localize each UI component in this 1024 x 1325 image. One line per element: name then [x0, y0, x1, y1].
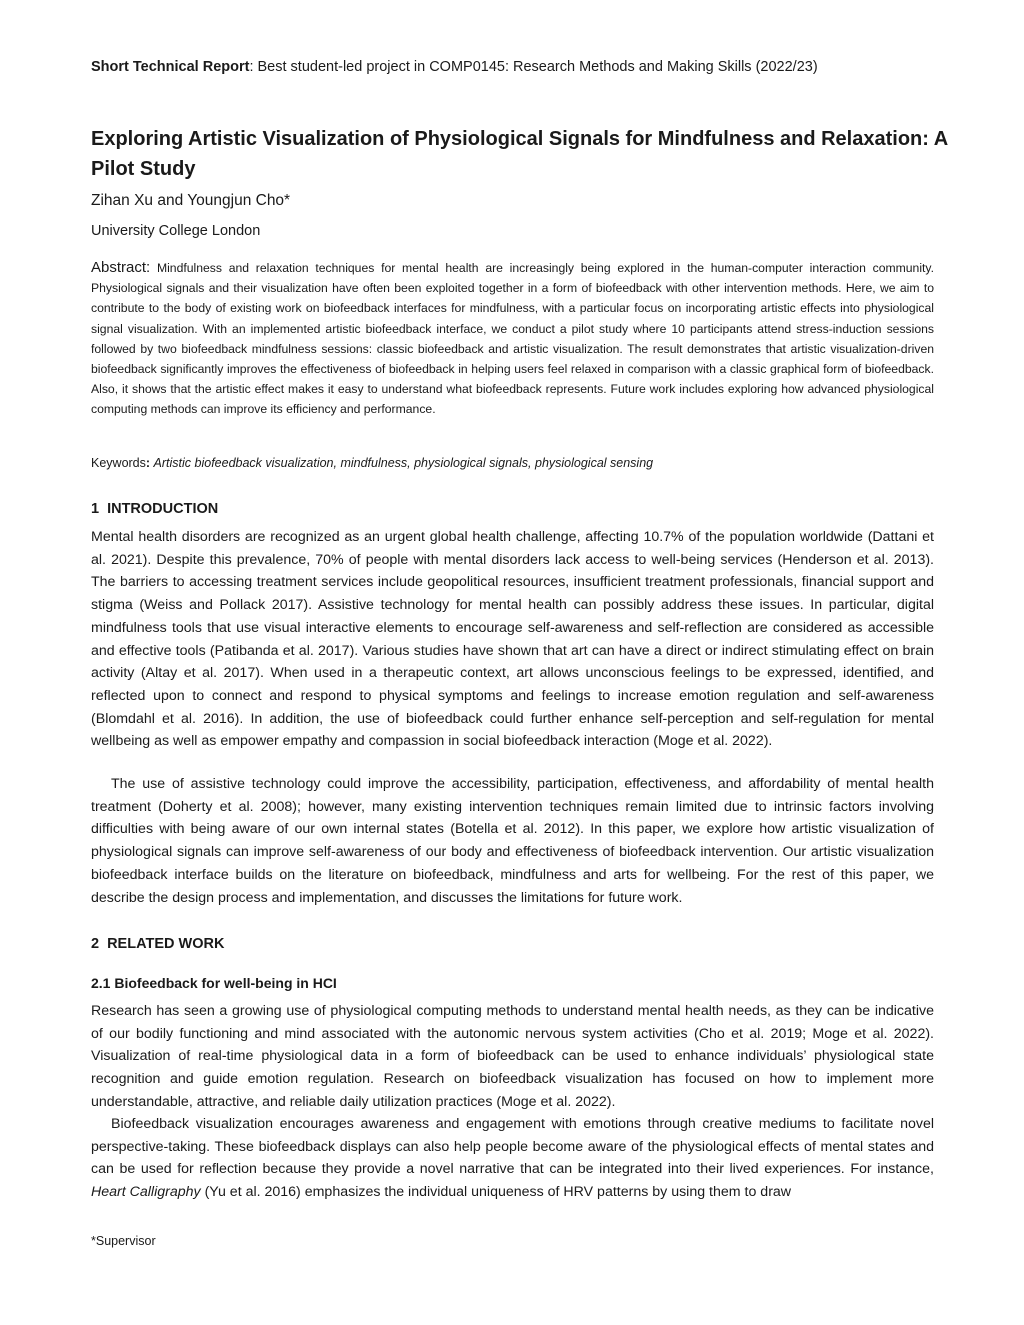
- intro-paragraph-2: The use of assistive technology could improve the accessibility, participation, effectiveness, and affordability of mental health treatment (Doherty et al. 2008); however, many existing intervention techniques remain limited due to intrinsic factors involving difficulties with being aware of our own internal states (Botella et al. 2012). In this paper, we explore how artistic visualization of physiological signals can improve self-awareness of our body and effectiveness of biofeedback intervention. Our artistic visualization biofeedback interface builds on the literature on biofeedback, mindfulness and arts for wellbeing. For the rest of this paper, we describe the design process and implementation, and discusses the limitations for future work.: [91, 776, 934, 906]
- section-heading-introduction: [91, 501, 218, 517]
- section-number: 2: [91, 936, 100, 952]
- related-work-paragraph-2-text: Biofeedback visualization encourages awareness and engagement with emotions through creative mediums to facilitate novel perspective-taking. These biofeedback displays can also help people become aware of the physiological effects of mental states and can be used for reflection because they provide a novel narrative that can be integrated into their lived experiences. For instance,: [91, 1116, 934, 1178]
- authors: Zihan Xu and Youngjun Cho*: [91, 192, 291, 209]
- section-heading-related-work: [91, 936, 224, 952]
- subsection-heading-biofeedback: 2.1 Biofeedback for well-being in HCI: [91, 975, 337, 991]
- abstract: [91, 258, 934, 420]
- keywords-colon: :: [145, 456, 151, 470]
- related-work-paragraph-2: [91, 1113, 934, 1204]
- section-title: INTRODUCTION: [107, 501, 219, 517]
- report-header: [91, 59, 818, 75]
- related-work-paragraph-1: Research has seen a growing use of physiological computing methods to understand mental health needs, as they can be indicative of our bodily functioning and mind associated with the autonomic nervous system activities (Cho et al. 2019; Moge et al. 2022). Visualization of real-time physiological data in a form of biofeedback can be used to enhance individuals’ physiological state recognition and guide emotion regulation. Research on biofeedback visualization has focused on how to implement more understandable, attractive, and reliable daily utilization practices (Moge et al. 2022).: [91, 1003, 934, 1110]
- report-header-label: Short Technical Report: [91, 59, 250, 75]
- heart-calligraphy-title: Heart Calligraphy: [91, 1184, 201, 1201]
- section-title: RELATED WORK: [107, 936, 225, 952]
- report-header-text: : Best student-led project in COMP0145: Research Methods and Making Skills (2022/23): [249, 59, 818, 75]
- keywords-label: Keywords: [91, 456, 146, 470]
- keywords: [91, 456, 653, 470]
- intro-paragraph-1: Mental health disorders are recognized as an urgent global health challenge, affecting 10.7% of the population worldwide (Dattani et al. 2021). Despite this prevalence, 70% of people with mental disorders lack access to well-being services (Henderson et al. 2013). The barriers to accessing treatment services include geopolitical resources, insufficient treatment professionals, financial support and stigma (Weiss and Pollack 2017). Assistive technology for mental health can possibly address these issues. In particular, digital mindfulness tools that use visual interactive elements to encourage self-awareness and self-reflection are considered as accessible and effective tools (Patibanda et al. 2017). Various studies have shown that art can have a direct or indirect stimulating effect on brain activity (Altay et al. 2017). When used in a therapeutic context, art allows unconscious feelings to be expressed, identified, and reflected upon to connect and respond to physical symptoms and feelings to increase emotion regulation and self-awareness (Blomdahl et al. 2016). In addition, the use of biofeedback could further enhance self-perception and self-regulation for mental wellbeing as well as empower empathy and compassion in social biofeedback interaction (Moge et al. 2022).: [91, 529, 934, 750]
- paper-title: Exploring Artistic Visualization of Physiological Signals for Mindfulness and Relaxation: A Pilot Study: [91, 128, 948, 180]
- abstract-label: Abstract:: [91, 259, 151, 276]
- footnote-supervisor: *Supervisor: [91, 1234, 156, 1248]
- keywords-text: Artistic biofeedback visualization, mindfulness, physiological signals, physiological sensing: [153, 456, 654, 470]
- related-work-paragraph-2-tail: (Yu et al. 2016) emphasizes the individual uniqueness of HRV patterns by using them to draw: [204, 1184, 792, 1201]
- abstract-text: Mindfulness and relaxation techniques for mental health are increasingly being explored in the human-computer interaction community. Physiological signals and their visualization have often been exploited together in a form of biofeedback with other intervention methods. Here, we aim to contribute to the body of existing work on biofeedback interfaces for mindfulness, with a particular focus on incorporating artistic effects into physiological signal visualization. With an implemented artistic biofeedback interface, we conduct a pilot study where 10 participants attend stress-induction sessions followed by two biofeedback mindfulness sessions: classic biofeedback and artistic visualization. The result demonstrates that artistic visualization-driven biofeedback significantly improves the effectiveness of biofeedback in helping users feel relaxed in comparison with a classic graphical form of biofeedback. Also, it shows that the artistic effect makes it easy to understand what biofeedback represents. Future work includes exploring how advanced physiological computing methods can improve its efficiency and performance.: [91, 261, 934, 417]
- section-number: 1: [91, 501, 100, 517]
- affiliation: University College London: [91, 223, 261, 239]
